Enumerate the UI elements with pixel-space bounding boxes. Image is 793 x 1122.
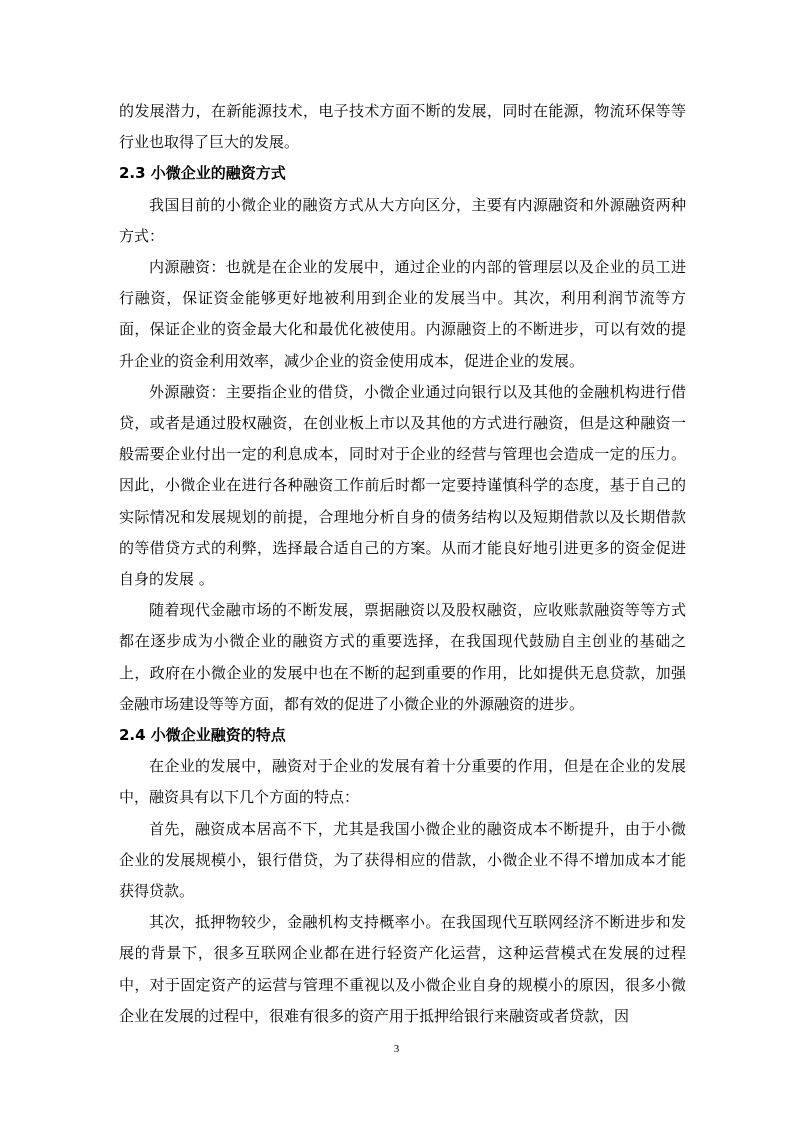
paragraph-external-financing: 外源融资：主要指企业的借贷，小微企业通过向银行以及其他的金融机构进行借贷，或者是通过股权融资，在创业板上市以及其他的方式进行融资，但是这种融资一般需要企业付出一定的利息成本，同时对于企业的经营与管理也会造成一定的压力。因此，小微企业在进行各种融资工作前后时都一定要持谨慎科学的态度，基于自己的实际情况和发展规划的前提，合理地分析自身的债务结构以及短期借款以及长期借款的等借贷方式的利弊，选择最合适自己的方案。从而才能良好地引进更多的资金促进自身的发展 。 bbox=[119, 382, 686, 589]
body-text bbox=[119, 96, 686, 1032]
paragraph-feature-second: 其次，抵押物较少，金融机构支持概率小。在我国现代互联网经济不断进步和发展的背景下，很多互联网企业都在进行轻资产化运营，这种运营模式在发展的过程中，对于固定资产的运营与管理不重视以及小微企业自身的规模小的原因，很多小微企业在发展的过程中，很难有很多的资产用于抵押给银行来融资或者贷款，因 bbox=[119, 913, 686, 1025]
page-number: 3 bbox=[393, 1043, 400, 1055]
paragraph-feature-first: 首先，融资成本居高不下，尤其是我国小微企业的融资成本不断提升，由于小微企业的发展规模小，银行借贷，为了获得相应的借款，小微企业不得不增加成本才能获得贷款。 bbox=[119, 819, 686, 901]
paragraph-continuation: 的发展潜力，在新能源技术，电子技术方面不断的发展，同时在能源，物流环保等等行业也取得了巨大的发展。 bbox=[119, 102, 686, 152]
section-heading-2-3: 2.3 小微企业的融资方式 bbox=[119, 164, 286, 183]
section-heading-2-4: 2.4 小微企业融资的特点 bbox=[119, 726, 286, 745]
paragraph-financing-intro: 我国目前的小微企业的融资方式从大方向区分，主要有内源融资和外源融资两种方式： bbox=[119, 195, 686, 245]
paragraph-features-intro: 在企业的发展中，融资对于企业的发展有着十分重要的作用，但是在企业的发展中，融资具有以下几个方面的特点： bbox=[119, 757, 686, 807]
paragraph-internal-financing: 内源融资：也就是在企业的发展中，通过企业的内部的管理层以及企业的员工进行融资，保证资金能够更好地被利用到企业的发展当中。其次，利用利润节流等方面，保证企业的资金最大化和最优化被使用。内源融资上的不断进步，可以有效的提升企业的资金利用效率，减少企业的资金使用成本，促进企业的发展。 bbox=[119, 258, 686, 370]
paragraph-financial-market: 随着现代金融市场的不断发展，票据融资以及股权融资，应收账款融资等等方式都在逐步成为小微企业的融资方式的重要选择，在我国现代鼓励自主创业的基础之上，政府在小微企业的发展中也在不断的起到重要的作用，比如提供无息贷款，加强金融市场建设等等方面，都有效的促进了小微企业的外源融资的进步。 bbox=[119, 601, 686, 713]
